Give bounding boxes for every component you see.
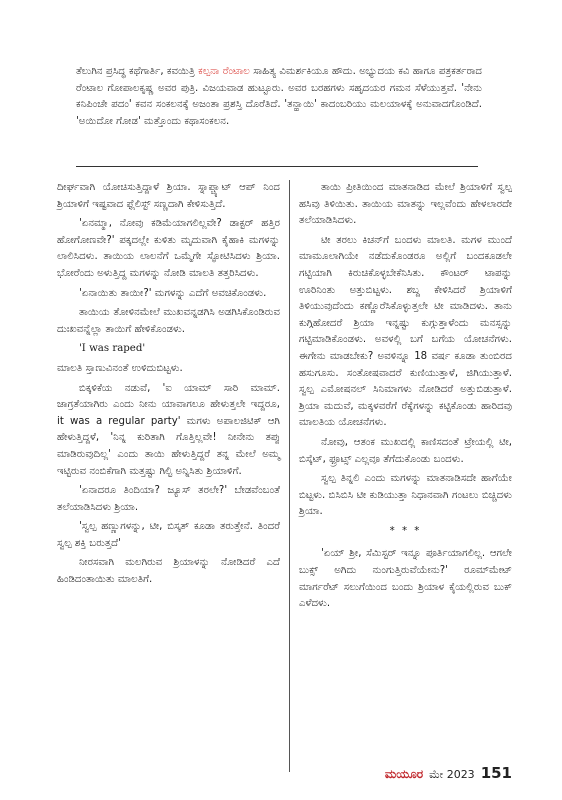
left-column: [57, 180, 280, 592]
author-bio: [76, 64, 482, 130]
author-name: ಕಲ್ಪನಾ ರೆಂಟಾಲ: [198, 66, 250, 77]
paragraph: ನೀರಸವಾಗಿ ಮಲಗಿರುವ ಶ್ರಿಯಾಳನ್ನು ನೋಡಿದರೆ ಎದೆ ಹಿಂಡಿದಂತಾಯಿತು ಮಾಲತಿಗೆ.: [57, 557, 280, 586]
scene-separator: * * *: [389, 525, 422, 537]
paragraph: 'ಸ್ವಲ್ಪ ಹಣ್ಣುಗಳನ್ನು, ಟೀ, ಬಿಸ್ಕತ್ ಕೂಡಾ ತರುತ್ತೇನೆ. ತಿಂದರೆ ಸ್ವಲ್ಪ ಶಕ್ತಿ ಬರುತ್ತದೆ': [57, 521, 280, 549]
paragraph: 'ಏನಾಯಿತು ತಾಯೀ?' ಮಗಳನ್ನು ಎದೆಗೆ ಅವಚಿಕೊಂಡಳು.: [79, 287, 267, 299]
issue-date: ಮೇ 2023: [429, 768, 475, 781]
paragraph: ಮಾಲತಿ ಸ್ತಾಣುವಿನಂತೆ ಉಳಿದುಬಿಟ್ಟಳು.: [57, 362, 183, 374]
page-footer: [385, 764, 512, 782]
paragraph: ಬಿಕ್ಕಳಿಕೆಯ ನಡುವೆ, 'ಐ ಯಾಮ್ ಸಾರಿ ಮಾಮ್. ಜಾಗ್ರತೆಯಾಗಿರು ಎಂದು ನೀನು ಯಾವಾಗಲೂ ಹೇಳುತ್ತಲೇ ಇದ್ದರೂ, it was a regular party' ಮಗಳು ಅಪಾಲಜಿಟಿಕ್ ಆಗಿ ಹೇಳುತ್ತಿದ್ದಳೆ, 'ನಿನ್ನ ಕುರಿತಾಗಿ ಗೊತ್ತಿಲ್ಲವೇ! ನೀನೇನು ತಪ್ಪು ಮಾಡಿರುವುದಿಲ್ಲ' ಎಂದು ತಾಯಿ ಹೇಳುತ್ತಿದ್ದರೆ ತನ್ನ ಮೇಲೆ ಅಮ್ಮ ಇಟ್ಟಿರುವ ನಂಬಿಕೆಗಾಗಿ ಮತ್ತಷ್ಟು ಗಿಲ್ಟಿ ಅನ್ನಿಸಿತು ಶ್ರಿಯಾಳಿಗೆ.: [57, 382, 280, 477]
paragraph: ದೀರ್ಘವಾಗಿ ಯೋಚಿಸುತ್ತಿದ್ದಾಳೆ ಶ್ರಿಯಾ. ಸ್ನಾಪ್ಚ್ಯಾಟ್ ಆಪ್ ನಿಂದ ಶ್ರಿಯಾಳಿಗೆ ಇಷ್ಟವಾದ ಫ್ಲೆಲಿಸ್ಟ್ ಸಣ್ಣದಾಗಿ ಕೇಳಿಸುತ್ತಿದೆ.: [57, 182, 280, 210]
paragraph: ಟೀ ತರಲು ಕಿಚನ್‌ಗೆ ಬಂದಳು ಮಾಲತಿ. ಮಗಳ ಮುಂದೆ ಮಾಮೂಲಾಗಿಯೇ ನಡೆದುಕೊಂಡರೂ ಅಲ್ಲಿಗೆ ಬಂದಕೂಡಲೇ ಗಟ್ಟಿಯಾಗಿ ಕಿರುಚಿಕೊಳ್ಳಬೇಕೆನಿಸಿತು. ಕೌಂಟರ್ ಟಾಪನ್ನು ಊರಿನಿಂತು ಅತ್ತುಬಿಟ್ಟಳು. ಶಬ್ದ ಕೇಳಿಸಿದರೆ ಶ್ರಿಯಾಳಿಗೆ ತಿಳಿಯುವುದೆಂದು ಕಣ್ಣೊರೆಸಿಕೊಳ್ಳುತ್ತಲೇ ಟೀ ಮಾಡಿದಳು. ತಾನು ಕುಗ್ಗಿಹೋದರೆ ಶ್ರಿಯಾ ಇನ್ನಷ್ಟು ಕುಗ್ಗುತ್ತಾಳೆಂದು ಮನಸ್ಸನ್ನು ಗಟ್ಟಿಮಾಡಿಕೊಂಡಳು. ಅವಳಲ್ಲಿ ಬಗೆ ಬಗೆಯ ಯೋಚನೆಗಳು. ಈಗೇನು ಮಾಡಬೇಕು? ಅವಳಿನ್ನೂ 18 ವರ್ಷ ಕೂಡಾ ತುಂಬಿರದ ಹಸುಗೂಸು. ಸಂತೋಷವಾದರೆ ಕುಣಿಯುತ್ತಾಳೆ, ಜಿಗಿಯುತ್ತಾಳೆ. ಸ್ವಲ್ಪ ಎಮೋಷನಲ್ ಸಿನಿಮಾಗಳು ನೋಡಿದರೆ ಅತ್ತುಬಿಡುತ್ತಾಳೆ. ಶ್ರಿಯಾ ಮದುವೆ, ಮಕ್ಕಳವರೆಗೆ ರೆಕ್ಕೆಗಳನ್ನು ಕಟ್ಟಿಕೊಂಡು ಹಾರಿದವು ಮಾಲತಿಯ ಯೋಚನೆಗಳು.: [299, 234, 512, 429]
paragraph: 'ಏನಮ್ಮಾ, ನೋವು ಕಡಿಮೆಯಾಗಲಿಲ್ಲವೇ? ಡಾಕ್ಟರ್ ಹತ್ತಿರ ಹೋಗೋಣವೇ?' ಪಕ್ಕದಲ್ಲೇ ಕುಳಿತು ಮೃದುವಾಗಿ ಕೈಹಾಕಿ ಮಗಳನ್ನು ಲಾಲಿಸಿದಳು. ತಾಯಿಯ ಲಾಲನೆಗೆ ಒಮ್ಮೆಗೇ ಸ್ಫೋಟಿಸಿದಳು ಶ್ರಿಯಾ. ಭೋರೆಂದು ಅಳುತ್ತಿದ್ದ ಮಗಳನ್ನು ನೋಡಿ ಮಾಲತಿ ತತ್ತರಿಸಿದಳು.: [57, 218, 280, 279]
paragraph: ತಾಯಿ ಪ್ರೀತಿಯಿಂದ ಮಾತನಾಡಿದ ಮೇಲೆ ಶ್ರಿಯಾಳಿಗೆ ಸ್ವಲ್ಪ ಹಸಿವು ತಿಳಿಯಿತು. ತಾಯಿಯ ಮಾತನ್ನು ಇಲ್ಲವೆಂದು ಹೇಳಲಾರದೇ ತಲೆಯಾಡಿಸಿದಳು.: [299, 182, 512, 227]
author-bio-text: ಸಾಹಿತ್ಯ ವಿಮರ್ಶಕಿಯೂ ಹೌದು. ಅಭ್ಯುದಯ ಕವಿ ಹಾಗೂ ಪತ್ರಕರ್ತರಾದ ರೆಂಟಾಲ ಗೋಪಾಲಕೃಷ್ಣ ಅವರ ಪುತ್ರಿ. ವಿಜಯವಾಡ ಹುಟ್ಟೂರು. ಅವರ ಬರಹಗಳು ಸಹೃದಯರ ಗಮನ ಸೆಳೆಯುತ್ತವೆ. 'ನೇನು ಕನಿಪಿಂಚೇ ಪದಂ' ಕವನ ಸಂಕಲನಕ್ಕೆ ಅಜಂತಾ ಪ್ರಶಸ್ತಿ ದೊರೆತಿದೆ. 'ತನ್ಹಾಯಿ' ಕಾದಂಬರಿಯು ಮಲಯಾಳಕ್ಕೆ ಅನುವಾದಗೊಂಡಿದೆ. 'ಅಯಿದೋ ಗೋಡ' ಮತ್ತೊಂದು ಕಥಾಸಂಕಲನ.: [76, 66, 483, 127]
magazine-logo: ಮಯೂರ: [384, 767, 424, 781]
paragraph: ತಾಯಿಯ ತೋಳಿನಮೇಲೆ ಮುಖವನ್ನಡಗಿಸಿ ಅಡಗಿಸಿಕೊಂಡಿರುವ ದುಃಖವನ್ನೆಲ್ಲಾ ತಾಯಿಗೆ ಹೇಳಿಕೊಂಡಳು.: [57, 307, 280, 335]
column-divider: [289, 180, 290, 772]
paragraph: 'ಏನಾದರೂ ತಿಂದಿಯಾ? ಜ್ಯೂಸ್ ತರಲೇ?' ಬೇಡವೆಂಬಂತೆ ತಲೆಯಾಡಿಸಿದಳು ಶ್ರಿಯಾ.: [57, 485, 280, 513]
section-divider: [76, 166, 478, 167]
author-bio-prefix: ತೆಲುಗಿನ ಪ್ರಸಿದ್ಧ ಕಥೆಗಾರ್ತಿ, ಕವಯಿತ್ರಿ: [76, 66, 199, 77]
right-column: [299, 180, 512, 616]
paragraph: ಸ್ವಲ್ಪ ತಿನ್ನಲಿ ಎಂದು ಮಗಳನ್ನು ಮಾತನಾಡಿಸದೇ ಹಾಗೆಯೇ ಬಿಟ್ಟಳು. ಬಿಸಿಬಿಸಿ ಟೀ ಕುಡಿಯುತ್ತಾ ನಿಧಾನವಾಗಿ ಗಂಟಲು ಬಿಚ್ಚಿದಳು ಶ್ರಿಯಾ.: [299, 473, 512, 518]
paragraph: ನೋವು, ಆತಂಕ ಮುಖದಲ್ಲಿ ಕಾಣಿಸದಂತೆ ಟ್ರೇಯಲ್ಲಿ ಟೀ, ಬಿಸ್ಕೆಟ್, ಫ್ರೂಟ್ಸ್ ಎಲ್ಲವೂ ತೆಗೆದುಕೊಂಡು ಬಂದಳು.: [299, 436, 512, 465]
page-number: 151: [480, 764, 512, 782]
paragraph: 'I was raped': [79, 343, 146, 355]
paragraph: 'ಏಯ್ ಶ್ರೀ, ಸೆಮಿಸ್ಟರ್ ಇನ್ನೂ ಪೂರ್ತಿಯಾಗಲಿಲ್ಲ. ಆಗಲೇ ಬುಕ್ಸ್ ಅಗಿದು ನುಂಗುತ್ತಿರುವೆಯೇನು?' ರೂಮ್‌ಮೇಟ್ ಮಾರ್ಗರೆಟ್ ಸಲುಗೆಯಿಂದ ಬಂದು ಶ್ರಿಯಾಳ ಕೈಯಲ್ಲಿರುವ ಬುಕ್ ಎಳೆದಳು.: [299, 548, 512, 610]
